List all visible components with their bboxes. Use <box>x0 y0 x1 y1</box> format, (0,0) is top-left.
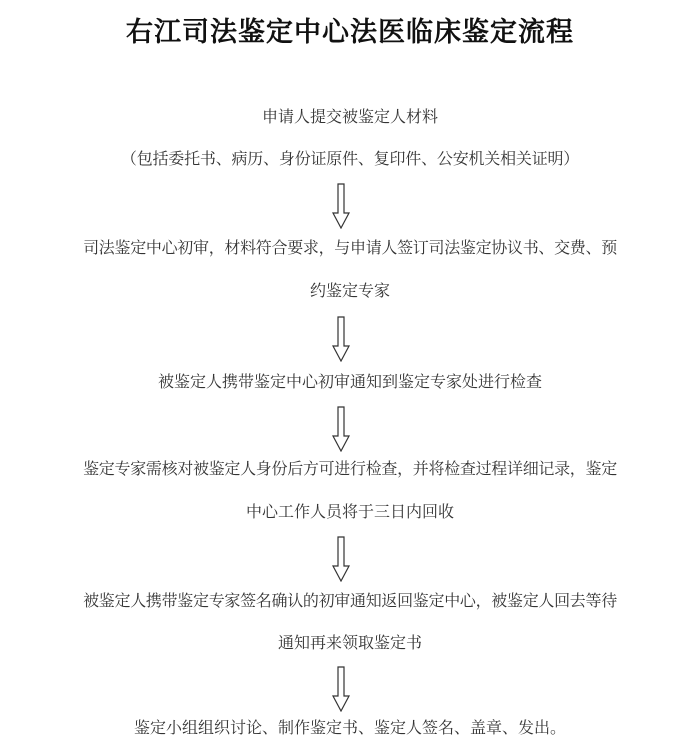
flow-arrow-down-icon <box>332 536 350 582</box>
step-6-line-1: 鉴定小组组织讨论、制作鉴定书、鉴定人签名、盖章、发出。 <box>133 718 566 737</box>
step-4-line-2: 中心工作人员将于三日内回收 <box>245 502 454 521</box>
step-2-line-2: 约鉴定专家 <box>309 281 390 300</box>
step-5-line-2: 通知再来领取鉴定书 <box>277 633 422 652</box>
page-title: 右江司法鉴定中心法医临床鉴定流程 <box>126 17 574 48</box>
flow-arrow-down-icon <box>332 406 350 452</box>
flow-arrow-down-icon <box>332 666 350 712</box>
flow-arrow-down-icon <box>332 183 350 229</box>
step-1-line-1: 申请人提交被鉴定人材料 <box>261 107 438 126</box>
step-1-line-2: （包括委托书、病历、身份证原件、复印件、公安机关相关证明） <box>120 149 580 168</box>
step-3-line-1: 被鉴定人携带鉴定中心初审通知到鉴定专家处进行检查 <box>157 372 542 391</box>
flow-arrow-down-icon <box>332 316 350 362</box>
step-4-line-1: 鉴定专家需核对被鉴定人身份后方可进行检查，并将检查过程详细记录，鉴定 <box>83 459 617 478</box>
step-2-line-1: 司法鉴定中心初审，材料符合要求，与申请人签订司法鉴定协议书、交费、预 <box>83 238 617 257</box>
step-5-line-1: 被鉴定人携带鉴定专家签名确认的初审通知返回鉴定中心，被鉴定人回去等待 <box>83 591 617 610</box>
